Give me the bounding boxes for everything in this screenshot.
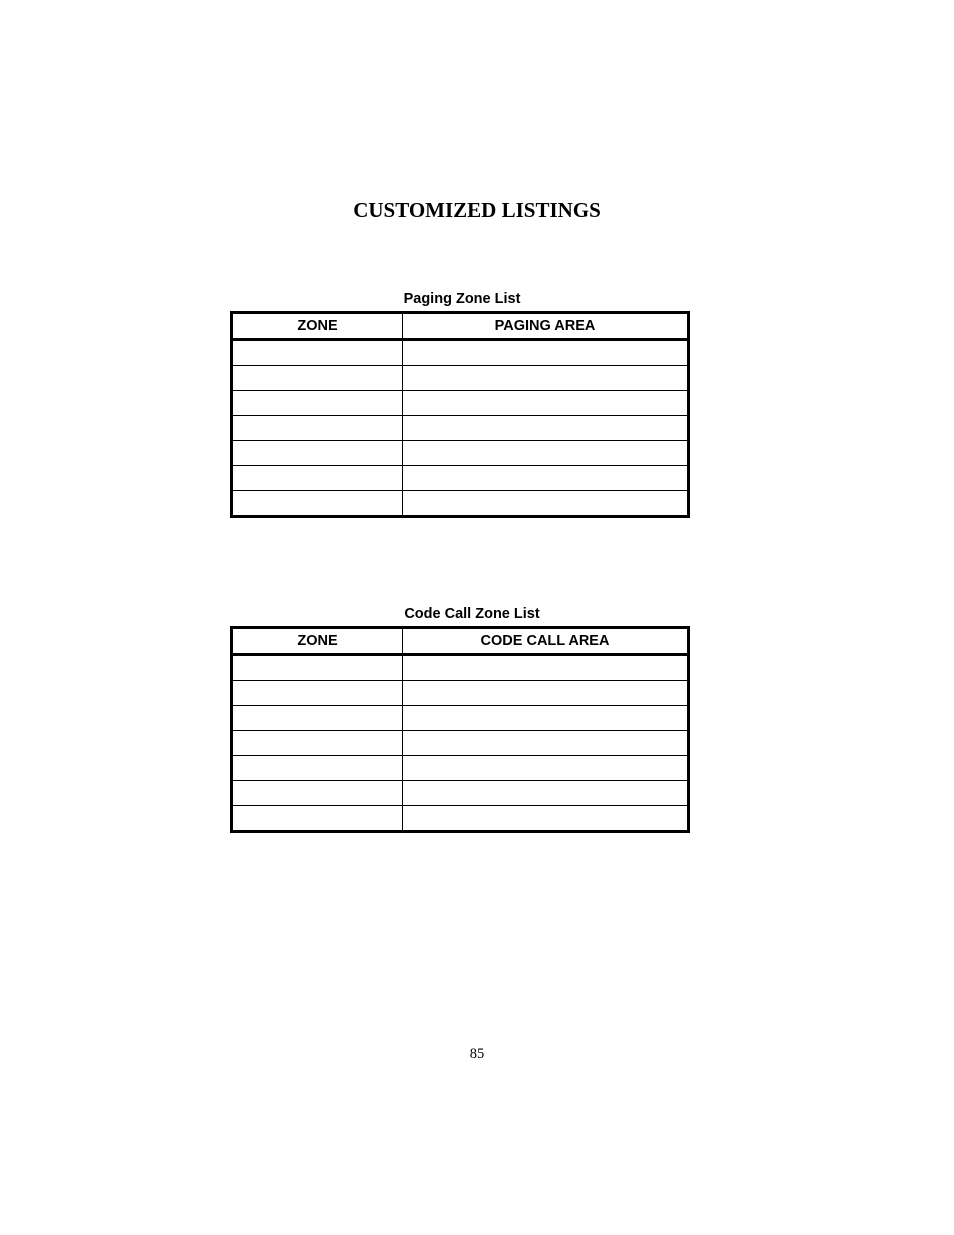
table-row	[232, 756, 689, 781]
area-cell[interactable]	[403, 491, 689, 517]
area-cell[interactable]	[403, 655, 689, 681]
zone-cell[interactable]	[232, 466, 403, 491]
area-cell[interactable]	[403, 340, 689, 366]
area-cell[interactable]	[403, 806, 689, 832]
table-row	[232, 781, 689, 806]
area-cell[interactable]	[403, 441, 689, 466]
area-cell[interactable]	[403, 416, 689, 441]
code-call-area-column-header: CODE CALL AREA	[403, 628, 689, 655]
table-row	[232, 491, 689, 517]
zone-cell[interactable]	[232, 340, 403, 366]
zone-cell[interactable]	[232, 706, 403, 731]
paging-area-column-header: PAGING AREA	[403, 313, 689, 340]
zone-cell[interactable]	[232, 781, 403, 806]
table-row	[232, 681, 689, 706]
zone-column-header: ZONE	[232, 628, 403, 655]
table-row	[232, 655, 689, 681]
area-cell[interactable]	[403, 706, 689, 731]
table-row	[232, 391, 689, 416]
table-row	[232, 441, 689, 466]
table-header-row	[232, 628, 689, 655]
paging-zone-table	[230, 311, 690, 518]
zone-cell[interactable]	[232, 756, 403, 781]
area-cell[interactable]	[403, 366, 689, 391]
table-row	[232, 366, 689, 391]
table-header-row	[232, 313, 689, 340]
area-cell[interactable]	[403, 756, 689, 781]
zone-cell[interactable]	[232, 416, 403, 441]
zone-column-header: ZONE	[232, 313, 403, 340]
zone-cell[interactable]	[232, 491, 403, 517]
code-call-table-caption: Code Call Zone List	[404, 606, 540, 622]
table-row	[232, 706, 689, 731]
table-row	[232, 466, 689, 491]
table-row	[232, 340, 689, 366]
code-call-zone-table	[230, 626, 690, 833]
zone-cell[interactable]	[232, 655, 403, 681]
table-row	[232, 806, 689, 832]
zone-cell[interactable]	[232, 681, 403, 706]
zone-cell[interactable]	[232, 391, 403, 416]
zone-cell[interactable]	[232, 731, 403, 756]
table-row	[232, 731, 689, 756]
zone-cell[interactable]	[232, 441, 403, 466]
zone-cell[interactable]	[232, 366, 403, 391]
area-cell[interactable]	[403, 681, 689, 706]
zone-cell[interactable]	[232, 806, 403, 832]
area-cell[interactable]	[403, 391, 689, 416]
table-row	[232, 416, 689, 441]
page-number: 85	[469, 1046, 485, 1062]
page-title: CUSTOMIZED LISTINGS	[353, 198, 601, 222]
area-cell[interactable]	[403, 731, 689, 756]
paging-table-caption: Paging Zone List	[403, 291, 521, 307]
area-cell[interactable]	[403, 781, 689, 806]
area-cell[interactable]	[403, 466, 689, 491]
